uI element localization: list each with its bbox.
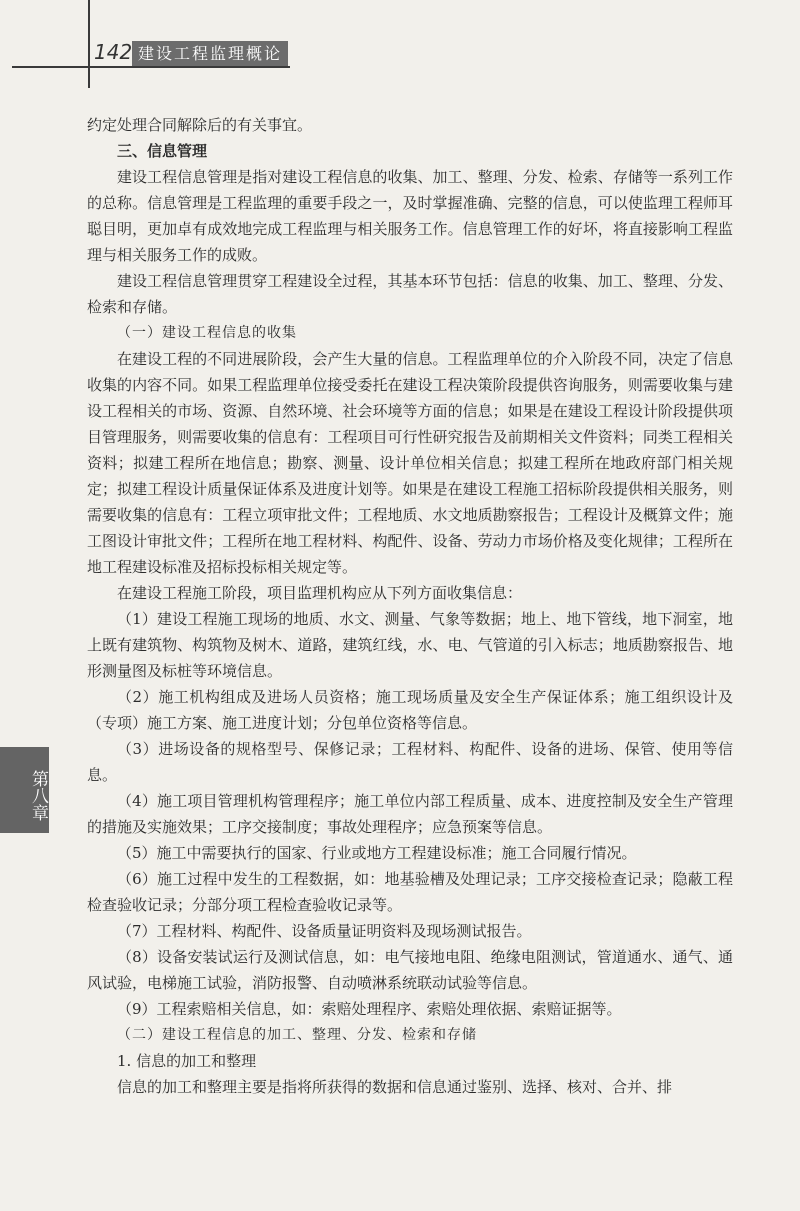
subsection-heading: （一）建设工程信息的收集	[117, 325, 297, 341]
list-item: （6）施工过程中发生的工程数据，如：地基验槽及处理记录；工序交接检查记录；隐蔽工程检查验收记录；分部分项工程检查验收记录等。	[87, 870, 733, 914]
paragraph: 建设工程信息管理贯穿工程建设全过程，其基本环节包括：信息的收集、加工、整理、分发、检索和存储。	[87, 272, 733, 316]
chapter-tab: 第八章	[0, 747, 49, 833]
list-item: （1）建设工程施工现场的地质、水文、测量、气象等数据；地上、地下管线，地下洞室，地上既有建筑物、构筑物及树木、道路，建筑红线，水、电、气管道的引入标志；地质勘察报告、地形测量图及标桩等环境信息。	[87, 610, 733, 680]
header-vertical-rule	[88, 0, 90, 88]
paragraph: 信息的加工和整理主要是指将所获得的数据和信息通过鉴别、选择、核对、合并、排	[117, 1078, 673, 1096]
list-item: （5）施工中需要执行的国家、行业或地方工程建设标准；施工合同履行情况。	[117, 844, 637, 862]
section-heading: 三、信息管理	[117, 142, 208, 160]
list-item: （3）进场设备的规格型号、保修记录；工程材料、构配件、设备的进场、保管、使用等信息。	[87, 740, 733, 784]
subsection-heading: （二）建设工程信息的加工、整理、分发、检索和存储	[117, 1027, 477, 1043]
list-item: （9）工程索赔相关信息，如：索赔处理程序、索赔处理依据、索赔证据等。	[117, 1000, 622, 1018]
list-item: （8）设备安装试运行及测试信息，如：电气接地电阻、绝缘电阻测试，管道通水、通气、通风试验，电梯施工试验，消防报警、自动喷淋系统联动试验等信息。	[87, 948, 733, 992]
paragraph: 约定处理合同解除后的有关事宜。	[87, 116, 313, 134]
paragraph: 在建设工程施工阶段，项目监理机构应从下列方面收集信息：	[117, 584, 523, 602]
header-horizontal-rule	[12, 66, 290, 68]
body-text	[87, 112, 733, 1100]
list-item: （2）施工机构组成及进场人员资格；施工现场质量及安全生产保证体系；施工组织设计及（专项）施工方案、施工进度计划；分包单位资格等信息。	[87, 688, 733, 732]
list-item: （4）施工项目管理机构管理程序；施工单位内部工程质量、成本、进度控制及安全生产管理的措施及实施效果；工序交接制度；事故处理程序；应急预案等信息。	[87, 792, 733, 836]
paragraph: 在建设工程的不同进展阶段，会产生大量的信息。工程监理单位的介入阶段不同，决定了信息收集的内容不同。如果工程监理单位接受委托在建设工程决策阶段提供咨询服务，则需要收集与建设工程相关的市场、资源、自然环境、社会环境等方面的信息；如果是在建设工程设计阶段提供项目管理服务，则需要收集的信息有：工程项目可行性研究报告及前期相关文件资料；同类工程相关资料；拟建工程所在地信息；勘察、测量、设计单位相关信息；拟建工程所在地政府部门相关规定；拟建工程设计质量保证体系及进度计划等。如果是在建设工程施工招标阶段提供相关服务，则需要收集的信息有：工程立项审批文件；工程地质、水文地质勘察报告；工程设计及概算文件；施工图设计审批文件；工程所在地工程材料、构配件、设备、劳动力市场价格及变化规律；工程所在地工程建设标准及招标投标相关规定等。	[87, 350, 733, 576]
paragraph: 建设工程信息管理是指对建设工程信息的收集、加工、整理、分发、检索、存储等一系列工作的总称。信息管理是工程监理的重要手段之一，及时掌握准确、完整的信息，可以使监理工程师耳聪目明，更加卓有成效地完成工程监理与相关服务工作。信息管理工作的好坏，将直接影响工程监理与相关服务工作的成败。	[87, 168, 733, 264]
page-number: 142	[94, 40, 133, 64]
list-item: （7）工程材料、构配件、设备质量证明资料及现场测试报告。	[117, 922, 532, 940]
sub-heading: 1. 信息的加工和整理	[117, 1052, 257, 1070]
running-title: 建设工程监理概论	[132, 41, 288, 66]
